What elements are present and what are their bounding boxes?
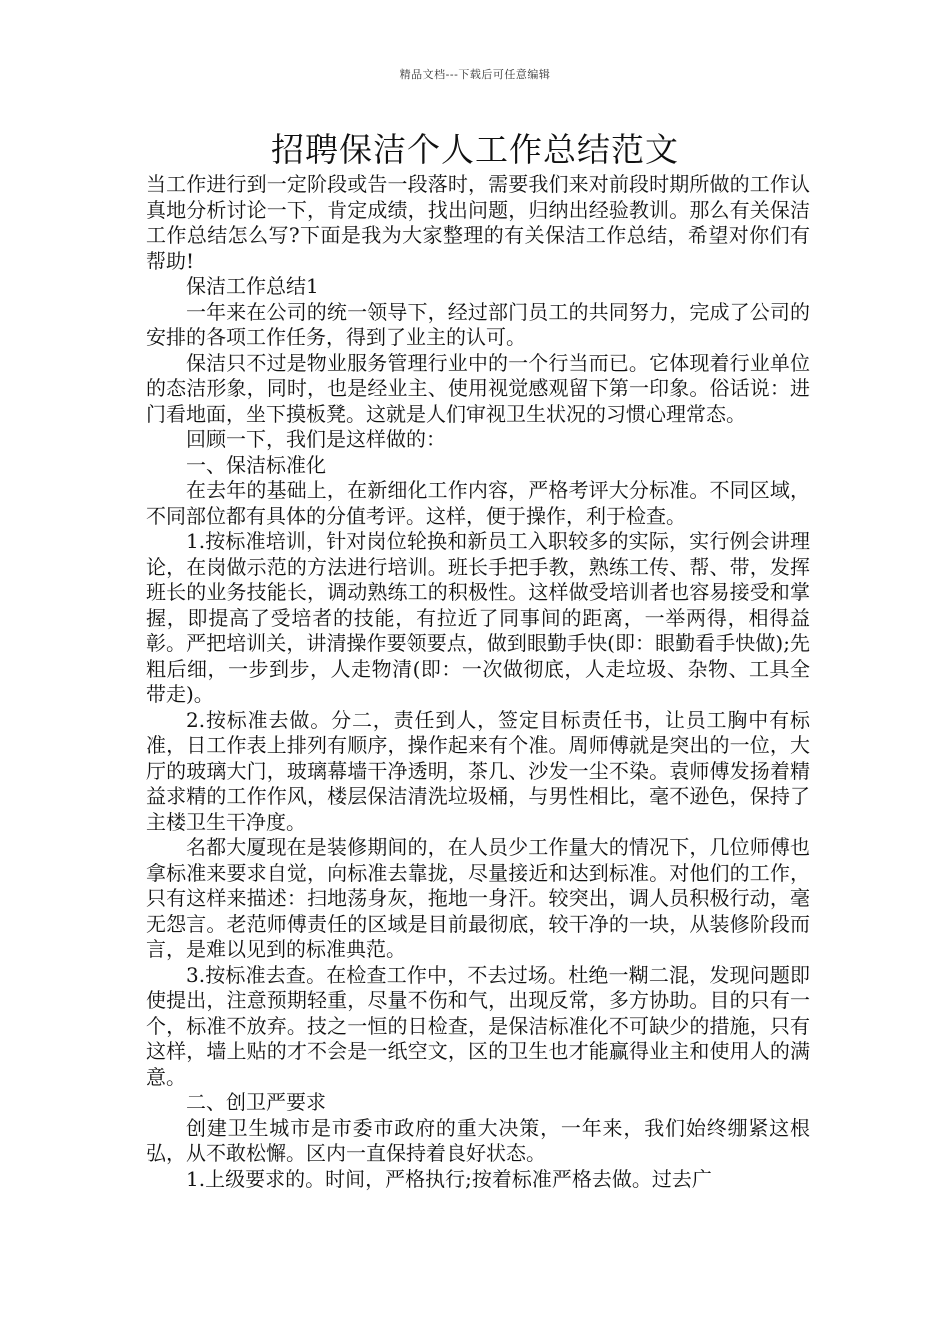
body-paragraph: 创建卫生城市是市委市政府的重大决策，一年来，我们始终绷紧这根弘，从不敢松懈。区内一直保持着良好状态。 (146, 1115, 810, 1165)
list-item-paragraph: 1.上级要求的。时间，严格执行;按着标准严格去做。过去广 (186, 1166, 712, 1191)
body-paragraph: 一年来在公司的统一领导下，经过部门员工的共同努力，完成了公司的安排的各项工作任务，得到了业主的认可。 (146, 299, 810, 349)
body-paragraph: 保洁只不过是物业服务管理行业中的一个行当而已。它体现着行业单位的态洁形象，同时，也是经业主、使用视觉感观留下第一印象。俗话说：进门看地面，坐下摸板凳。这就是人们审视卫生状况的习惯心理常态。 (146, 350, 810, 426)
list-item-paragraph: 1.按标准培训，针对岗位轮换和新员工入职较多的实际，实行例会讲理论，在岗做示范的方法进行培训。班长手把手教，熟练工传、帮、带，发挥班长的业务技能长，调动熟练工的积极性。这样做受培训者也容易接受和掌握，即提高了受培者的技能，有拉近了同事间的距离，一举两得，相得益彰。严把培训关，讲清操作要领要点，做到眼勤手快(即：眼勤看手快做);先粗后细，一步到步，人走物清(即：一次做彻底，人走垃圾、杂物、工具全带走)。 (146, 529, 810, 706)
document-header-note: 精品文档---下载后可任意编辑 (399, 68, 551, 81)
section-heading-summary-1: 保洁工作总结1 (186, 274, 319, 298)
list-item-paragraph: 2.按标准去做。分二，责任到人，签定目标责任书，让员工胸中有标准，日工作表上排列有顺序，操作起来有个准。周师傅就是突出的一位，大厅的玻璃大门，玻璃幕墙干净透明，茶几、沙发一尘不染。袁师傅发扬着精益求精的工作作风，楼层保洁清洗垃圾桶，与男性相比，毫不逊色，保持了主楼卫生干净度。 (146, 707, 810, 834)
body-paragraph: 名都大厦现在是装修期间的，在人员少工作量大的情况下，几位师傅也拿标准来要求自觉，向标准去靠拢，尽量接近和达到标准。对他们的工作，只有这样来描述：扫地荡身灰，拖地一身汗。较突出，调人员积极行动，毫无怨言。老范师傅责任的区域是目前最彻底，较干净的一块，从装修阶段而言，是难以见到的标准典范。 (146, 835, 810, 961)
intro-paragraph: 当工作进行到一定阶段或告一段落时，需要我们来对前段时期所做的工作认真地分析讨论一下，肯定成绩，找出问题，归纳出经验教训。那么有关保洁工作总结怎么写?下面是我为大家整理的有关保洁工作总结，希望对你们有帮助! (146, 172, 810, 273)
list-item-paragraph: 3.按标准去查。在检查工作中，不去过场。杜绝一糊二混，发现问题即使提出，注意预期轻重，尽量不伤和气，出现反常，多方协助。目的只有一个，标准不放弃。技之一恒的日检查，是保洁标准化不可缺少的措施，只有这样，墙上贴的才不会是一纸空文，区的卫生也才能赢得业主和使用人的满意。 (146, 962, 810, 1089)
section-heading-standardization: 一、保洁标准化 (186, 452, 326, 477)
document-title: 招聘保洁个人工作总结范文 (271, 130, 679, 169)
section-heading-sanitation: 二、创卫严要求 (186, 1090, 326, 1114)
body-paragraph: 回顾一下，我们是这样做的： (186, 427, 446, 451)
document-body (146, 172, 810, 1192)
body-paragraph: 在去年的基础上，在新细化工作内容，严格考评大分标准。不同区域，不同部位都有具体的分值考评。这样，便于操作，利于检查。 (146, 478, 810, 528)
